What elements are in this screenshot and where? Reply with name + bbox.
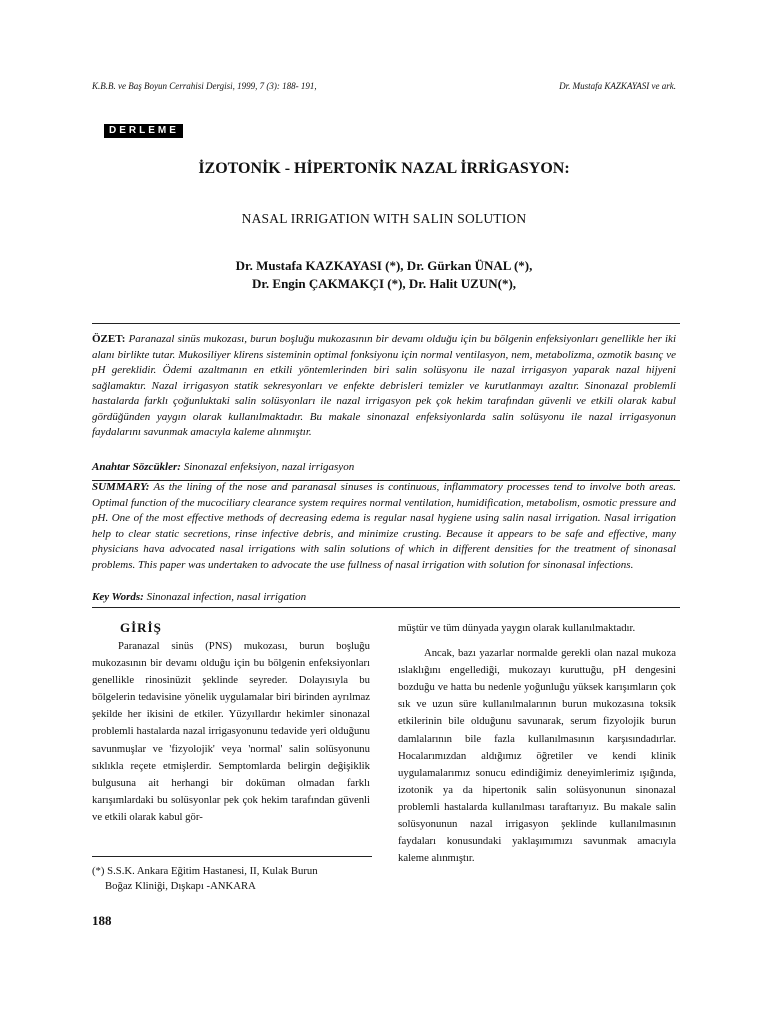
body-paragraph: Paranazal sinüs (PNS) mukozası, burun boşluğu mukozasının bir devamı olduğu için bu bölgenin enfeksiyonları genellikle rinosinüzit şeklinde seyreder. Dolayısıyla bu bölgelerin tedavisine yönelik uygulamalar biri birinden ayrılmaz şekilde her ikisini de etkiler. Yüzyıllardır hekimler sinonazal problemli hastalarda nazal irrigasyonunu tedavide yeri olduğunu savunmuşlar ve 'fizyolojik' veya 'normal' salin solüsyonunu sıklıkla reçete etmişlerdir. Semptomlarda belirgin değişiklik bulgusuna ait herhangi bir doküman olmadan farklı karışımlardaki bu solüsyonlar pek çok hekim tarafından güvenli ve etkili olarak kabul gör- [92, 640, 370, 823]
running-header-journal: K.B.B. ve Baş Boyun Cerrahisi Dergisi, 1999, 7 (3): 188- 191, [92, 81, 317, 91]
article-title: İZOTONİK - HİPERTONİK NAZAL İRRİGASYON: [198, 160, 570, 177]
divider-body [92, 607, 680, 608]
abstract-turkish-label: ÖZET: [92, 333, 126, 345]
footnote-divider [92, 856, 372, 857]
running-header-authors: Dr. Mustafa KAZKAYASI ve ark. [559, 81, 676, 91]
keywords-english [92, 590, 676, 605]
author-line-2: Dr. Engin ÇAKMAKÇI (*), Dr. Halit UZUN(*), [251, 276, 517, 291]
body-column-right [398, 620, 676, 867]
author-line-1: Dr. Mustafa KAZKAYASI (*), Dr. Gürkan ÜNAL (*), [235, 258, 533, 273]
abstract-turkish [92, 332, 676, 441]
divider-top [92, 323, 680, 324]
abstract-turkish-text: Paranazal sinüs mukozası, burun boşluğu mukozasının bir devamı olduğu için bu bölgenin enfeksiyonları genellikle her iki alanı birlikte tutar. Mukosiliyer klirens sisteminin optimal fonksiyonu için normal ventilasyon, nem, metabolizma, ozmotik basınç ve pH gereklidir. Ödemi azaltmanın en etkili yöntemlerinden biri salin solüsyonu ile nazal irrigasyon yaparak nazal hijyeni sağlamaktır. Nazal irrigasyon statik sekresyonları ve enfekte debrisleri temizler ve kurutlanmayı azaltır. Sinonazal problemli hastalarda farklı çoğunluktaki salin solüsyonları ile nazal irrigasyon pek çok hekim tarafından güvenli ve etkili olarak kabul gördüğünden yaygın olarak kullanılmaktadır. Bu makale sinonazal enfeksiyonlarda salin solüsyonu ile nazal irrigasyonun faydalarını savunmak amacıyla kaleme alınmıştır. [92, 333, 676, 438]
keywords-turkish-text: Sinonazal enfeksiyon, nazal irrigasyon [180, 461, 355, 473]
page-number: 188 [92, 913, 112, 928]
article-title-english: NASAL IRRIGATION WITH SALIN SOLUTION [241, 211, 527, 226]
keywords-turkish-label: Anahtar Sözcükler: [92, 461, 181, 473]
abstract-english [92, 480, 676, 573]
keywords-english-label: Key Words: [92, 591, 144, 603]
footnote [92, 864, 372, 894]
body-column-left [92, 638, 370, 826]
keywords-turkish [92, 460, 676, 475]
section-tag: DERLEME [104, 124, 183, 138]
footnote-line-1: (*) S.S.K. Ankara Eğitim Hastanesi, II, Kulak Burun [92, 865, 318, 877]
keywords-english-text: Sinonazal infection, nasal irrigation [143, 591, 307, 603]
abstract-english-label: SUMMARY: [92, 481, 150, 493]
body-paragraph: Ancak, bazı yazarlar normalde gerekli olan nazal mukoza ıslaklığını engellediği, mukozayı kuruttuğu, pH dengesini bozduğu ve hatta bu nedenle yoğunluğu yüksek karışımların çok sık ve uzun süre kullanılmalarının burun mukozasına toksik etkilerinin bile olduğunu savunarak, serum fizyolojik burun damlalarının bile fazla kullanılmasının karşısındadırlar. Hocalarımızdan aldığımız öğretiler ve kendi klinik uygulamalarımız sonucu edindiğimiz deneyimlerimiz ışığında, izotonik ya da hipertonik salin solüsyonunun sinonazal problemli hastalarda kullanılması taraftarıyız. Bu makale salin solüsyonunun nazal irrigasyon şeklinde kullanılmasının faydaları konusundaki yaklaşımımızı savunmak amacıyla kaleme alınmıştır. [398, 647, 676, 865]
footnote-line-2: Boğaz Kliniği, Dışkapı -ANKARA [105, 880, 256, 892]
section-heading-introduction: GİRİŞ [120, 620, 162, 635]
body-paragraph: müştür ve tüm dünyada yaygın olarak kullanılmaktadır. [398, 622, 636, 634]
abstract-english-text: As the lining of the nose and paranasal sinuses is continuous, inflammatory processes tend to involve both areas. Optimal function of the mucociliary clearance system requires normal ventilation, humidification, metabolism, osmotic pressure and pH. One of the most effective methods of decreasing edema is regular nasal hygiene using salin nasal irrigation. Nasal irrigation help to clear static secretions, rinse infective debris, and minimize crusting. Because it appears to be safe and effective, many physicians hava advocated nasal irrigations with salin solutions of which in different densities for the treatment of sinonasal problems. This paper was undertaken to advocate the use fullness of nasal irrigation with solution for sinonasal infections. [92, 481, 676, 571]
